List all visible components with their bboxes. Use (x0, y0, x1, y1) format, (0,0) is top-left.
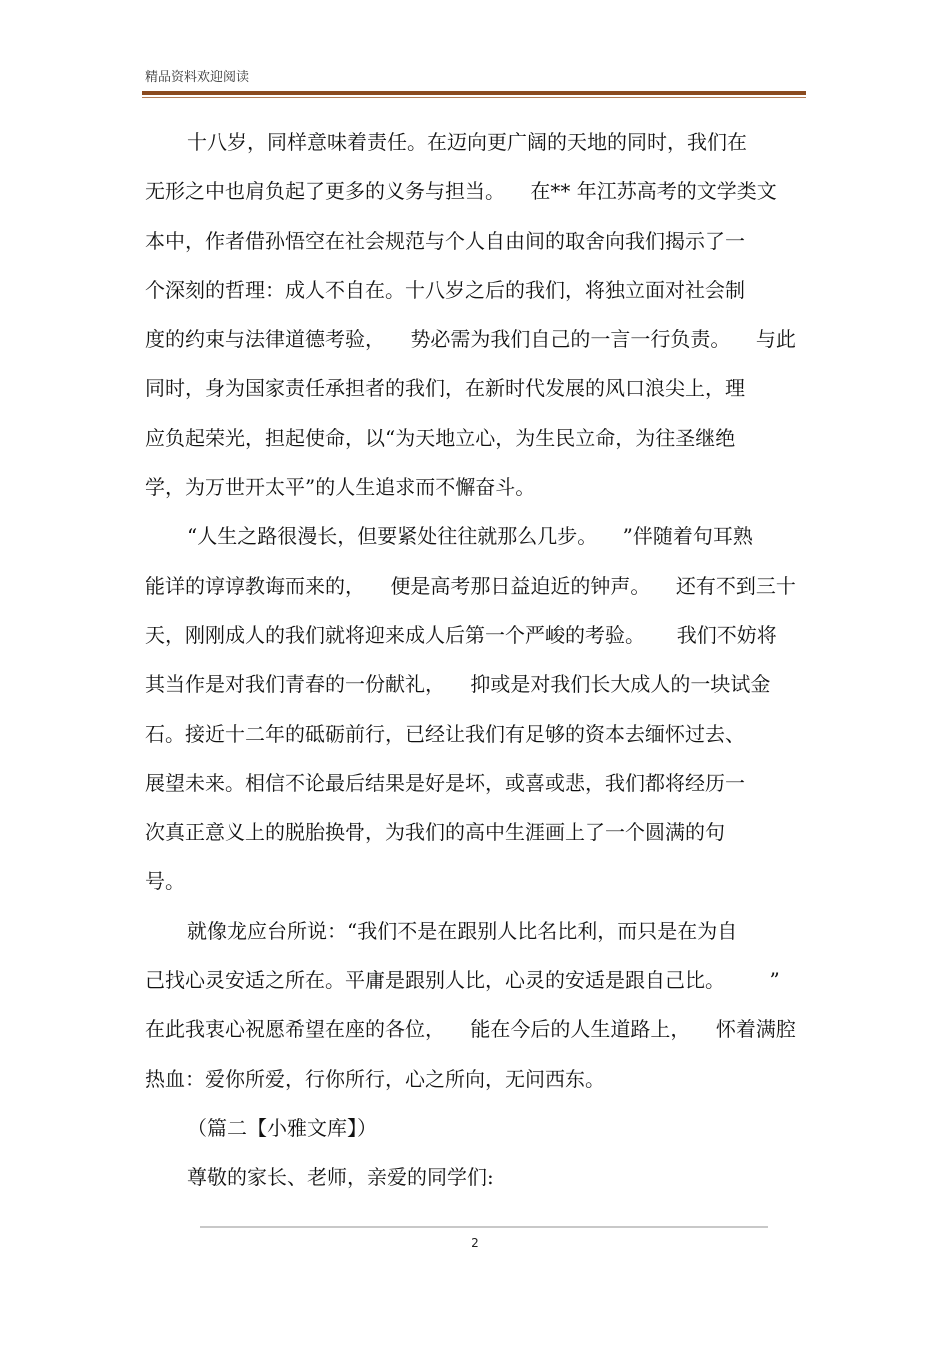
page-number: 2 (471, 1236, 479, 1250)
text-line: 次真正意义上的脱胎换骨，为我们的高中生涯画上了一个圆满的句 (145, 820, 725, 845)
text-line: 石。接近十二年的砥砺前行，已经让我们有足够的资本去缅怀过去、 (145, 721, 745, 746)
text-line: “人生之路很漫长，但要紧处往往就那么几步。 ”伴随着句耳熟 (187, 524, 753, 549)
text-line: 十八岁，同样意味着责任。在迈向更广阔的天地的同时，我们在 (187, 130, 747, 154)
text-line: 就像龙应台所说：“我们不是在跟别人比名比利，而只是在为自 (187, 918, 738, 943)
text-line: 应负起荣光，担起使命，以“为天地立心，为生民立命，为往圣继绝 (145, 425, 736, 450)
text-line: 号。 (145, 869, 185, 894)
section-heading: （篇二【小雅文库】） (187, 1115, 377, 1140)
document-body (145, 118, 807, 1203)
salutation: 尊敬的家长、老师，亲爱的同学们: (187, 1165, 494, 1190)
text-line: 己找心灵安适之所在。平庸是跟别人比，心灵的安适是跟自己比。 ” (145, 968, 780, 993)
text-line: 本中，作者借孙悟空在社会规范与个人自由间的取舍向我们揭示了一 (145, 228, 745, 253)
text-line: 在此我衷心祝愿希望在座的各位， 能在今后的人生道路上， 怀着满腔 (145, 1017, 796, 1042)
text-line: 天，刚刚成人的我们就将迎来成人后第一个严峻的考验。 我们不妨将 (145, 622, 777, 647)
text-line: 学，为万世开太平”的人生追求而不懈奋斗。 (145, 475, 536, 500)
text-line: 无形之中也肩负起了更多的义务与担当。 在** 年江苏高考的文学类文 (145, 179, 777, 204)
footer-divider (200, 1226, 768, 1228)
text-line: 展望未来。相信不论最后结果是好是坏，或喜或悲，我们都将经历一 (145, 770, 745, 795)
text-line: 热血：爱你所爱，行你所行，心之所向，无问西东。 (145, 1066, 605, 1091)
text-line: 度的约束与法律道德考验， 势必需为我们自己的一言一行负责。 与此 (145, 327, 796, 352)
header-divider (142, 91, 806, 95)
text-line: 能详的谆谆教诲而来的， 便是高考那日益迫近的钟声。 还有不到三十 (145, 573, 796, 598)
text-line: 同时，身为国家责任承担者的我们，在新时代发展的风口浪尖上，理 (145, 376, 745, 401)
text-line: 个深刻的哲理：成人不自在。十八岁之后的我们，将独立面对社会制 (145, 277, 745, 302)
header-divider-thin (142, 97, 806, 98)
header-title: 精品资料欢迎阅读 (145, 70, 250, 85)
text-line: 其当作是对我们青春的一份献礼， 抑或是对我们长大成人的一块试金 (145, 672, 771, 697)
